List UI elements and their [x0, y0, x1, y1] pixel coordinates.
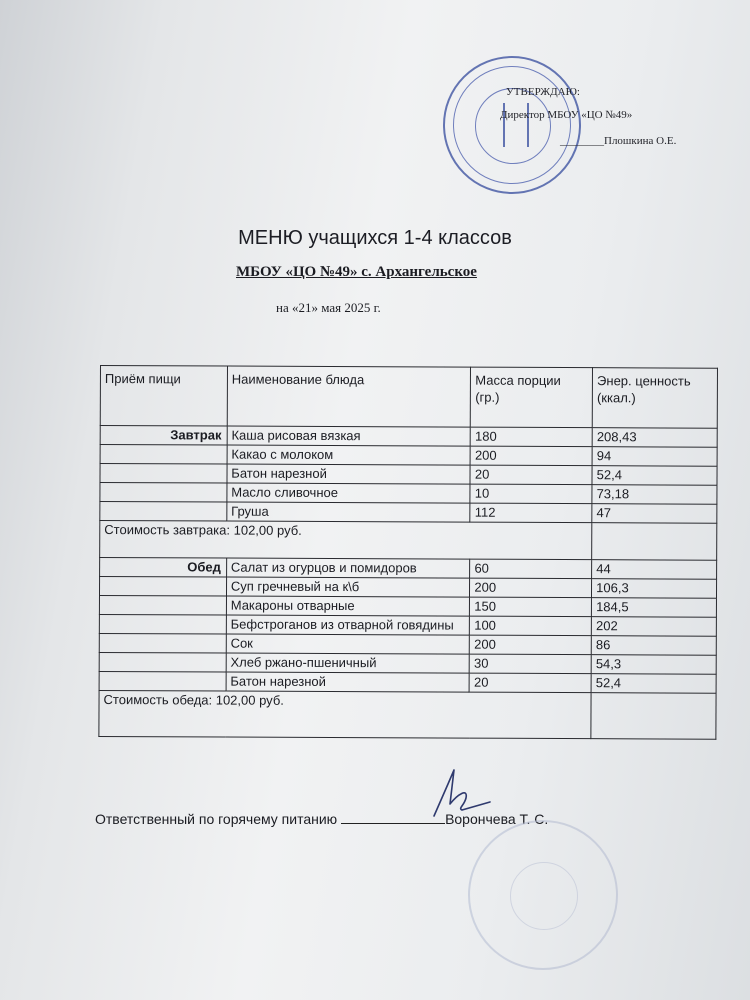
approval-heading: УТВЕРЖДАЮ: [506, 86, 580, 98]
dish-mass: 20 [469, 673, 591, 693]
dish-energy: 106,3 [592, 579, 717, 599]
dish-mass: 60 [470, 559, 592, 579]
header-meal: Приём пищи [100, 366, 227, 427]
breakfast-cost-row [100, 521, 717, 561]
dish-mass: 30 [470, 654, 592, 674]
dish-name: Салат из огурцов и помидоров [226, 558, 470, 578]
dish-mass: 200 [470, 578, 592, 598]
dish-name: Хлеб ржано-пшеничный [226, 653, 470, 673]
meal-label-breakfast: Завтрак [100, 426, 227, 446]
responsible-line [95, 809, 548, 827]
approval-name: Плошкина О.Е. [604, 135, 677, 147]
dish-energy: 86 [591, 636, 716, 656]
table-header-row [100, 366, 717, 429]
approval-director: Директор МБОУ «ЦО №49» [500, 109, 633, 121]
school-subtitle: МБОУ «ЦО №49» с. Архангельское [236, 264, 477, 280]
dish-energy: 184,5 [592, 598, 717, 618]
dish-energy: 52,4 [592, 466, 717, 486]
dish-mass: 20 [470, 465, 592, 485]
dish-mass: 200 [470, 446, 592, 466]
page-title: МЕНЮ учащихся 1-4 классов [238, 227, 512, 249]
dish-name: Батон нарезной [226, 672, 470, 692]
dish-energy: 54,3 [591, 655, 716, 675]
dish-mass: 112 [470, 503, 592, 523]
dish-name: Суп гречневый на к\б [226, 577, 470, 597]
dish-name: Какао с молоком [227, 445, 471, 465]
faint-stamp [468, 820, 618, 970]
menu-date: на «21» мая 2025 г. [276, 300, 381, 315]
dish-energy: 208,43 [592, 428, 717, 448]
lunch-cost: Стоимость обеда: 102,00 руб. [99, 690, 591, 738]
dish-energy: 52,4 [591, 674, 716, 694]
dish-energy: 94 [592, 447, 717, 467]
dish-mass: 180 [471, 427, 593, 447]
responsible-name: Ворончева Т. С. [445, 811, 549, 827]
header-dish: Наименование блюда [227, 366, 471, 427]
official-stamp [443, 56, 581, 194]
header-energy: Энер. ценность (ккал.) [592, 368, 717, 429]
header-mass: Масса порции (гр.) [471, 367, 593, 428]
dish-mass: 200 [470, 635, 592, 655]
meal-label-lunch: Обед [100, 558, 227, 578]
dish-name: Груша [227, 502, 471, 522]
breakfast-cost: Стоимость завтрака: 102,00 руб. [100, 521, 592, 560]
lunch-cost-row [99, 690, 716, 739]
dish-energy: 47 [592, 504, 717, 524]
dish-mass: 150 [470, 597, 592, 617]
dish-name: Макароны отварные [226, 596, 470, 616]
signature-blank [341, 809, 445, 824]
dish-energy: 73,18 [592, 485, 717, 505]
dish-name: Масло сливочное [227, 483, 471, 503]
dish-energy: 44 [592, 560, 717, 580]
menu-table [98, 365, 718, 740]
dish-name: Сок [226, 634, 470, 654]
dish-energy: 202 [591, 617, 716, 637]
dish-name: Батон нарезной [227, 464, 471, 484]
dish-mass: 100 [470, 616, 592, 636]
dish-mass: 10 [470, 484, 592, 504]
dish-name: Каша рисовая вязкая [227, 426, 471, 446]
approval-signatory: ________Плошкина О.Е. [560, 135, 677, 147]
responsible-label: Ответственный по горячему питанию [95, 811, 338, 827]
dish-name: Бефстроганов из отварной говядины [226, 615, 470, 635]
